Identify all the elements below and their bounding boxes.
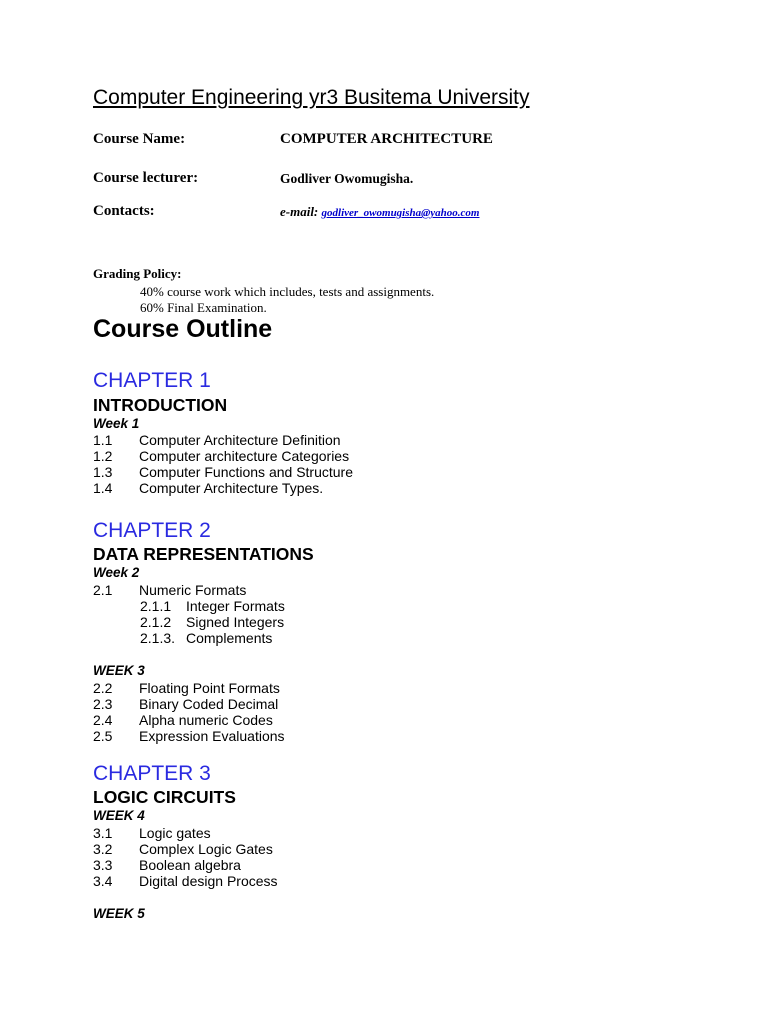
chapter-heading: CHAPTER 3 bbox=[93, 762, 211, 785]
course-outline-heading: Course Outline bbox=[93, 315, 273, 343]
contacts-label: Contacts: bbox=[93, 203, 155, 219]
grading-policy-title: Grading Policy: bbox=[93, 266, 182, 281]
list-item bbox=[93, 825, 493, 842]
list-item bbox=[93, 728, 493, 745]
chapter-name: DATA REPRESENTATIONS bbox=[93, 544, 314, 564]
list-item bbox=[93, 432, 493, 449]
week-label: Week 2 bbox=[93, 565, 140, 580]
list-item bbox=[93, 841, 493, 858]
list-item bbox=[93, 480, 493, 497]
chapter-heading: CHAPTER 1 bbox=[93, 369, 211, 392]
week-label: Week 1 bbox=[93, 416, 140, 431]
item-text: Logic gates bbox=[139, 825, 211, 841]
item-text: Computer architecture Categories bbox=[139, 448, 350, 464]
list-item bbox=[93, 448, 493, 465]
item-text: Integer Formats bbox=[186, 598, 285, 614]
sub-list-item bbox=[140, 630, 540, 647]
list-item bbox=[93, 680, 493, 697]
email-link[interactable]: godliver_owomugisha@yahoo.com bbox=[321, 207, 480, 219]
list-item bbox=[93, 582, 493, 599]
item-number: 2.1.2 bbox=[140, 614, 172, 630]
week-label: WEEK 3 bbox=[93, 663, 145, 678]
item-number: 2.2 bbox=[93, 680, 113, 696]
item-number: 2.4 bbox=[93, 712, 113, 728]
chapter-name: LOGIC CIRCUITS bbox=[93, 787, 236, 807]
item-text: Complements bbox=[186, 630, 273, 646]
course-lecturer-label: Course lecturer: bbox=[93, 170, 199, 186]
list-item bbox=[93, 712, 493, 729]
item-text: Computer Functions and Structure bbox=[139, 464, 353, 480]
course-name-value: COMPUTER ARCHITECTURE bbox=[280, 131, 493, 147]
item-number: 1.3 bbox=[93, 464, 113, 480]
list-item bbox=[93, 696, 493, 713]
course-lecturer-value: Godliver Owomugisha. bbox=[280, 171, 414, 186]
course-name-label: Course Name: bbox=[93, 131, 186, 147]
item-text: Expression Evaluations bbox=[139, 728, 285, 744]
item-number: 1.1 bbox=[93, 432, 113, 448]
sub-list-item bbox=[140, 598, 540, 615]
item-text: Boolean algebra bbox=[139, 857, 241, 873]
contacts-value bbox=[280, 204, 479, 220]
chapter-name: INTRODUCTION bbox=[93, 395, 228, 415]
item-number: 3.4 bbox=[93, 873, 113, 889]
sub-list-item bbox=[140, 614, 540, 631]
item-number: 2.3 bbox=[93, 696, 113, 712]
document-title: Computer Engineering yr3 Busitema University bbox=[93, 86, 530, 109]
item-text: Digital design Process bbox=[139, 873, 278, 889]
item-number: 3.2 bbox=[93, 841, 113, 857]
item-text: Binary Coded Decimal bbox=[139, 696, 279, 712]
week-label: WEEK 5 bbox=[93, 906, 145, 921]
chapter-heading: CHAPTER 2 bbox=[93, 519, 211, 542]
item-number: 2.1 bbox=[93, 582, 113, 598]
item-number: 2.5 bbox=[93, 728, 113, 744]
grading-item: 40% course work which includes, tests and assignments. bbox=[140, 284, 435, 299]
item-number: 3.3 bbox=[93, 857, 113, 873]
grading-item: 60% Final Examination. bbox=[140, 300, 267, 315]
item-number: 3.1 bbox=[93, 825, 113, 841]
list-item bbox=[93, 464, 493, 481]
email-label: e-mail: bbox=[280, 204, 319, 219]
item-text: Alpha numeric Codes bbox=[139, 712, 273, 728]
item-text: Computer Architecture Types. bbox=[139, 480, 324, 496]
week-label: WEEK 4 bbox=[93, 808, 145, 823]
item-text: Numeric Formats bbox=[139, 582, 247, 598]
list-item bbox=[93, 873, 493, 890]
item-number: 1.4 bbox=[93, 480, 113, 496]
item-text: Computer Architecture Definition bbox=[139, 432, 341, 448]
item-text: Signed Integers bbox=[186, 614, 285, 630]
list-item bbox=[93, 857, 493, 874]
item-number: 2.1.3. bbox=[140, 630, 176, 646]
item-number: 1.2 bbox=[93, 448, 113, 464]
item-text: Floating Point Formats bbox=[139, 680, 280, 696]
item-text: Complex Logic Gates bbox=[139, 841, 273, 857]
item-number: 2.1.1 bbox=[140, 598, 172, 614]
